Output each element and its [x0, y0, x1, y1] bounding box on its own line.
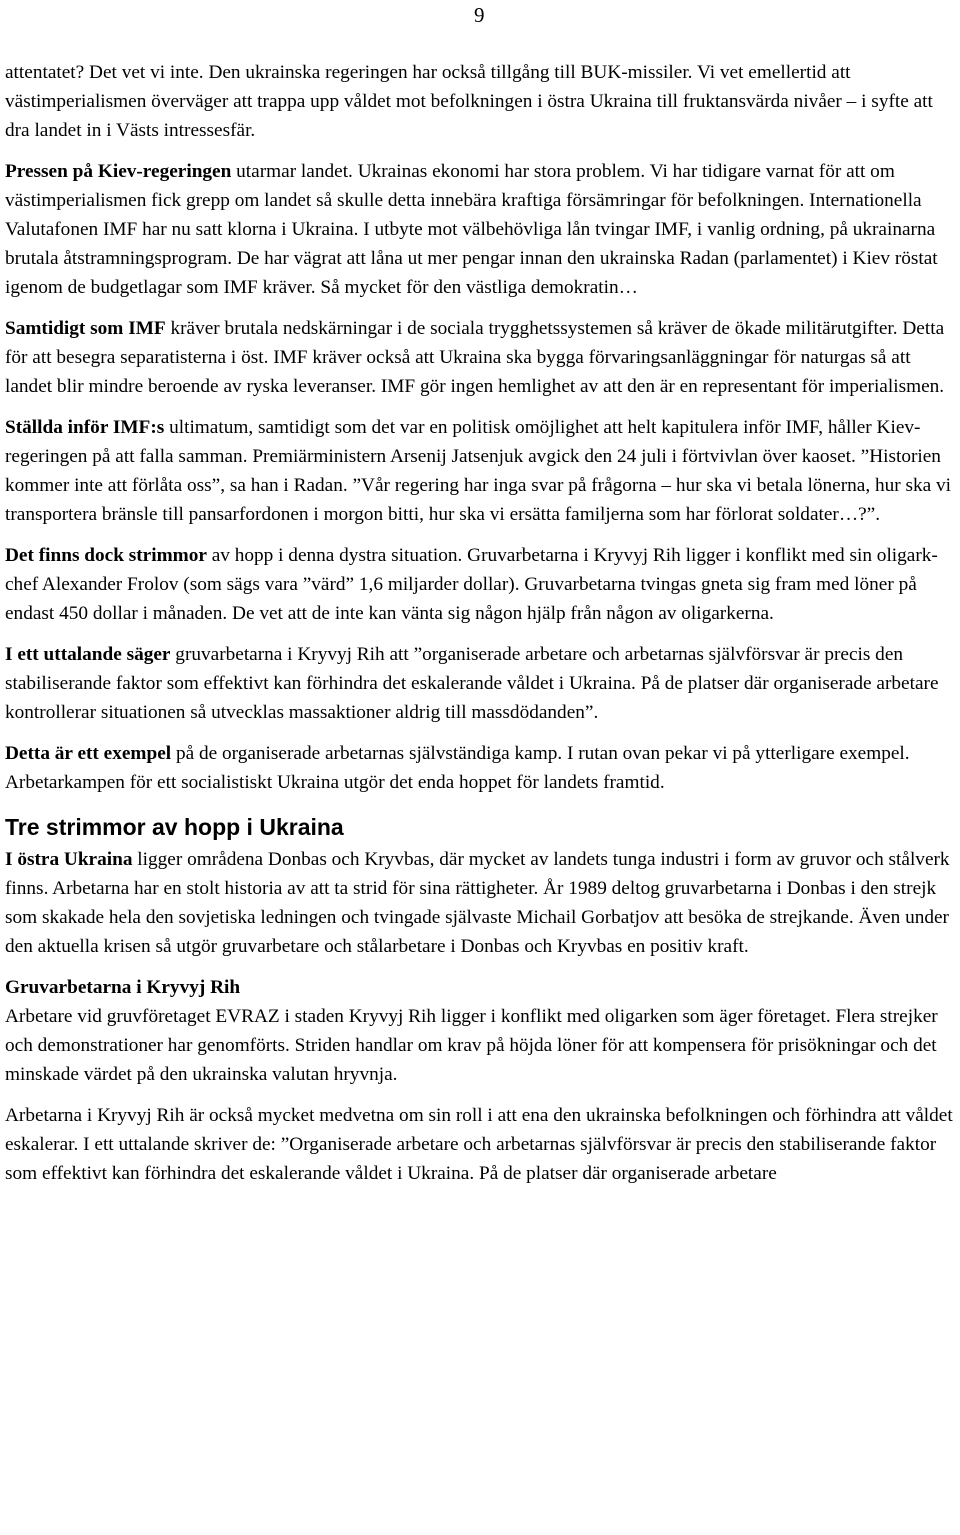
paragraph-lead: Detta är ett exempel: [5, 743, 172, 764]
paragraph-lead: Pressen på Kiev-regeringen: [5, 161, 232, 182]
paragraph-exempel: [5, 739, 953, 797]
paragraph-text: Arbetarna i Kryvyj Rih är också mycket medvetna om sin roll i att ena den ukrainska befolkningen och förhindra att våldet eskalerar. I ett uttalande skriver de: ”Organiserade arbetare och arbetarnas självförsvar är precis den stabiliserande faktor som effektivt kan förhindra det eskalerande våldet i Ukraina. På de platser där organiserade arbetare: [5, 1105, 953, 1184]
page-number: 9: [474, 3, 485, 27]
paragraph-strimmor: [5, 541, 953, 628]
section-heading: Tre strimmor av hopp i Ukraina: [5, 814, 344, 840]
paragraph-text: ultimatum, samtidigt som det var en politisk omöjlighet att helt kapitulera inför IMF, håller Kiev-regeringen på att falla samman. Premiärministern Arsenij Jatsenjuk avgick den 24 juli i förtvivlan över kaoset. ”Historien kommer inte att förlåta oss”, sa han i Radan. ”Vår regering har inga svar på frågorna – hur ska vi betala lönerna, hur ska vi transportera bränsle till pansarfordonen i morgon bitti, hur ska vi ersätta familjerna som har förlorat soldater…?”.: [5, 417, 952, 525]
paragraph-lead: I ett uttalande säger: [5, 644, 171, 665]
paragraph-stallda: [5, 413, 953, 529]
paragraph-text: kräver brutala nedskärningar i de sociala trygghetssystemen så kräver de ökade militärutgifter. Detta för att besegra separatisterna i öst. IMF kräver också att Ukraina ska bygga förvaringsanläggningar för naturgas så att landet blir mindre beroende av ryska leveranser. IMF gör ingen hemlighet av att den är en representant för imperialismen.: [5, 318, 945, 397]
paragraph-lead: Ställda inför IMF:s: [5, 417, 165, 438]
paragraph-text: av hopp i denna dystra situation. Gruvarbetarna i Kryvyj Rih ligger i konflikt med sin oligark-chef Alexander Frolov (som sägs vara ”värd” 1,6 miljarder dollar). Gruvarbetarna tvingas gneta sig fram med löner på endast 450 dollar i månaden. De vet att de inte kan vänta sig någon hjälp från någon av oligarkerna.: [5, 545, 938, 624]
paragraph-lead: Det finns dock strimmor: [5, 545, 207, 566]
paragraph-samtidigt: [5, 314, 953, 401]
paragraph-pressen: [5, 157, 953, 302]
paragraph-uttalande: [5, 640, 953, 727]
article-body: [5, 58, 953, 1188]
section-paragraph-medvetna: [5, 1101, 953, 1188]
paragraph-text: Arbetare vid gruvföretaget EVRAZ i staden Kryvyj Rih ligger i konflikt med oligarken som äger företaget. Flera strejker och demonstrationer har genomförts. Striden handlar om krav på höjda löner för att kompensera för prisökningar och det minskade värdet på den ukrainska valutan hryvnja.: [5, 1006, 938, 1085]
paragraph-text: på de organiserade arbetarnas självständiga kamp. I rutan ovan pekar vi på ytterligare exempel. Arbetarkampen för ett socialistiskt Ukraina utgör det enda hoppet för landets framtid.: [5, 743, 910, 793]
paragraph-lead: I östra Ukraina: [5, 849, 133, 870]
paragraph-text: ligger områdena Donbas och Kryvbas, där mycket av landets tunga industri i form av gruvor och stålverk finns. Arbetarna har en stolt historia av att ta strid för sina rättigheter. År 1989 deltog gruvarbetarna i Donbas i den strejk som skakade hela den sovjetiska ledningen och tvingade självaste Michail Gorbatjov att besöka de strejkande. Även under den aktuella krisen så utgör gruvarbetare och stålarbetare i Donbas och Kryvbas en positiv kraft.: [5, 849, 950, 957]
section-subheading: [5, 973, 953, 1002]
paragraph-text: utarmar landet. Ukrainas ekonomi har stora problem. Vi har tidigare varnat för att om västimperialismen fick grepp om landet så skulle detta innebära kraftiga försämringar för befolkningen. Internationella Valutafonen IMF har nu satt klorna i Ukraina. I utbyte mot välbehövliga lån tvingar IMF, i vanlig ordning, på ukrainarna brutala åtstramningsprogram. De har vägrat att låna ut mer pengar innan den ukrainska Radan (parlamentet) i Kiev röstat igenom de budgetlagar som IMF kräver. Så mycket för den västliga demokratin…: [5, 161, 938, 298]
subheading-text: Gruvarbetarna i Kryvyj Rih: [5, 977, 241, 998]
paragraph-intro: [5, 58, 953, 145]
paragraph-lead: Samtidigt som IMF: [5, 318, 166, 339]
section-paragraph-gruvarbetarna: [5, 1002, 953, 1089]
paragraph-text: attentatet? Det vet vi inte. Den ukrainska regeringen har också tillgång till BUK-missiler. Vi vet emellertid att västimperialismen överväger att trappa upp våldet mot befolkningen i östra Ukraina till fruktansvärda nivåer – i syfte att dra landet in i Västs intressesfär.: [5, 62, 933, 141]
section-paragraph-ostra: [5, 845, 953, 961]
paragraph-text: gruvarbetarna i Kryvyj Rih att ”organiserade arbetare och arbetarnas självförsvar är precis den stabiliserande faktor som effektivt kan förhindra det eskalerande våldet i Ukraina. På de platser där organiserade arbetare kontrollerar situationen så utvecklas massaktioner aldrig till massdödanden”.: [5, 644, 939, 723]
